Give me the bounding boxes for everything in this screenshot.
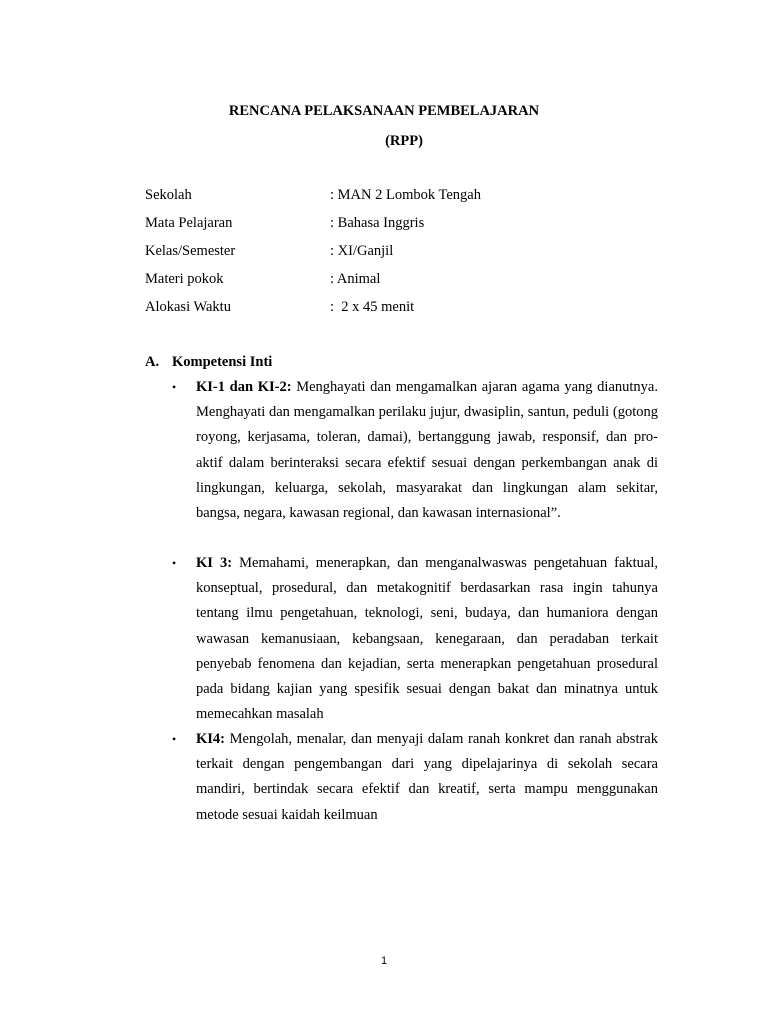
- ki-paragraph: [196, 727, 658, 828]
- info-label: Sekolah: [145, 187, 192, 203]
- ki-label: KI4:: [196, 731, 225, 747]
- ki-label: KI-1 dan KI-2:: [196, 379, 292, 395]
- ki-text: Menghayati dan mengamalkan ajaran agama yang dianutnya. Menghayati dan mengamalkan perilaku jujur, dwasiplin, santun, peduli (gotong royong, kerjasama, toleran, damai), bertanggung jawab, responsif, dan pro-aktif dalam berinteraksi secara efektif sesuai dengan perkembangan anak di lingkungan, keluarga, sekolah, masyarakat dan lingkungan alam sekitar, bangsa, negara, kawasan regional, dan kawasan internasional”.: [196, 379, 658, 522]
- info-value: : Animal: [330, 271, 381, 287]
- section-heading-kompetensi-inti: [145, 353, 272, 371]
- ki-item: [172, 551, 658, 727]
- bullet-icon: •: [172, 732, 177, 746]
- ki-paragraph: [196, 375, 658, 526]
- bullet-icon: •: [172, 556, 177, 570]
- info-value: : XI/Ganjil: [330, 243, 394, 259]
- bullet-icon: •: [172, 380, 177, 394]
- ki-item: [172, 727, 658, 828]
- page-number: 1: [380, 955, 388, 967]
- info-table: [145, 186, 645, 326]
- ki-text: Memahami, menerapkan, dan menganalwaswas pengetahuan faktual, konseptual, prosedural, dan metakognitif berdasarkan rasa ingin tahunya tentang ilmu pengetahuan, teknologi, seni, budaya, dan humaniora dengan wawasan kemanusiaan, kebangsaan, kenegaraan, dan peradaban terkait penyebab fenomena dan kejadian, serta menerapkan pengetahuan prosedural pada bidang kajian yang spesifik sesuai dengan bakat dan minatnya untuk memecahkan masalah: [196, 555, 658, 723]
- info-value: : 2 x 45 menit: [330, 299, 415, 315]
- info-row-sekolah: [145, 186, 645, 214]
- info-value: : Bahasa Inggris: [330, 215, 425, 231]
- info-value: : MAN 2 Lombok Tengah: [330, 187, 481, 203]
- info-row-mata-pelajaran: [145, 214, 645, 242]
- section-letter: A.: [145, 354, 160, 370]
- info-row-kelas-semester: [145, 242, 645, 270]
- document-subtitle: (RPP): [385, 133, 423, 149]
- ki-item: [172, 375, 658, 526]
- info-row-alokasi-waktu: [145, 298, 645, 326]
- ki-text: Mengolah, menalar, dan menyaji dalam ranah konkret dan ranah abstrak terkait dengan pengembangan dari yang dipelajarinya di sekolah secara mandiri, bertindak secara efektif dan kreatif, serta mampu menggunakan metode sesuai kaidah keilmuan: [196, 731, 658, 823]
- ki-paragraph: [196, 551, 658, 727]
- ki-label: KI 3:: [196, 555, 233, 571]
- info-label: Alokasi Waktu: [145, 299, 231, 315]
- info-row-materi-pokok: [145, 270, 645, 298]
- section-title: Kompetensi Inti: [172, 354, 273, 370]
- info-label: Kelas/Semester: [145, 243, 236, 259]
- document-title: RENCANA PELAKSANAAN PEMBELAJARAN: [228, 103, 540, 119]
- info-label: Mata Pelajaran: [145, 215, 233, 231]
- info-label: Materi pokok: [145, 271, 224, 287]
